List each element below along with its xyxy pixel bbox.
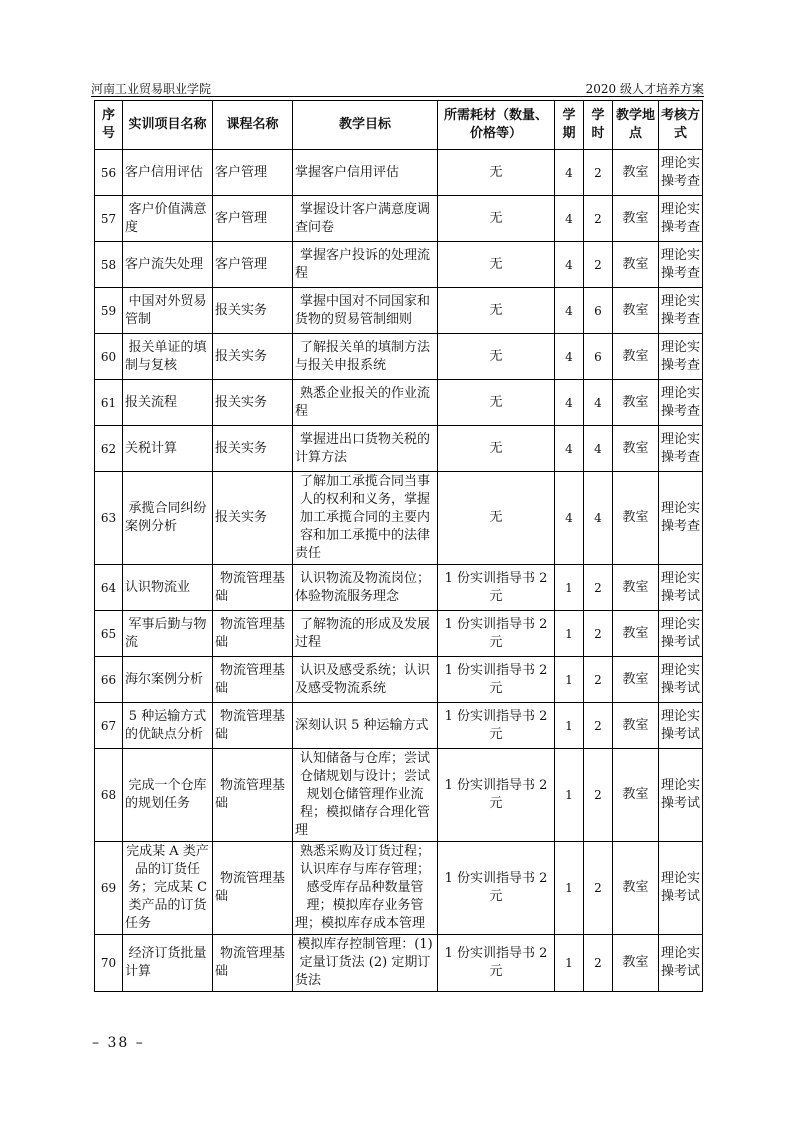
cell-materials: 无 — [438, 196, 555, 242]
cell-assessment: 理论实操考查 — [659, 334, 703, 380]
cell-location: 教室 — [613, 611, 659, 657]
cell-project: 经济订货批量计算 — [123, 935, 213, 992]
table-row — [95, 426, 703, 472]
col-header-materials: 所需耗材（数量、价格等） — [438, 101, 555, 150]
col-header-location: 教学地点 — [613, 101, 659, 150]
cell-location: 教室 — [613, 703, 659, 749]
cell-assessment: 理论实操考试 — [659, 611, 703, 657]
cell-term: 4 — [555, 196, 584, 242]
table-row — [95, 288, 703, 334]
table-row — [95, 749, 703, 842]
cell-assessment: 理论实操考查 — [659, 472, 703, 565]
col-header-goal: 教学目标 — [293, 101, 438, 150]
table-row — [95, 611, 703, 657]
cell-term: 4 — [555, 242, 584, 288]
cell-course: 报关实务 — [213, 380, 293, 426]
table-row — [95, 334, 703, 380]
cell-hours: 4 — [584, 426, 613, 472]
cell-project: 完成一个仓库的规划任务 — [123, 749, 213, 842]
cell-goal: 掌握客户投诉的处理流程 — [293, 242, 438, 288]
cell-no: 67 — [95, 703, 123, 749]
cell-term: 4 — [555, 288, 584, 334]
table-row — [95, 242, 703, 288]
cell-assessment: 理论实操考试 — [659, 703, 703, 749]
cell-materials: 无 — [438, 380, 555, 426]
col-header-no: 序号 — [95, 101, 123, 150]
cell-course: 报关实务 — [213, 334, 293, 380]
cell-project: 认识物流业 — [123, 565, 213, 611]
cell-goal: 熟悉采购及订货过程；认识库存与库存管理；感受库存品种数量管理；模拟库存业务管理；模拟库存成本管理 — [293, 842, 438, 935]
cell-location: 教室 — [613, 749, 659, 842]
cell-course: 客户管理 — [213, 196, 293, 242]
cell-materials: 1 份实训指导书 2 元 — [438, 611, 555, 657]
cell-course: 物流管理基础 — [213, 935, 293, 992]
cell-course: 报关实务 — [213, 426, 293, 472]
cell-goal: 认识及感受系统；认识及感受物流系统 — [293, 657, 438, 703]
cell-assessment: 理论实操考查 — [659, 288, 703, 334]
cell-project: 军事后勤与物流 — [123, 611, 213, 657]
cell-term: 1 — [555, 565, 584, 611]
cell-term: 4 — [555, 150, 584, 196]
cell-goal: 了解物流的形成及发展过程 — [293, 611, 438, 657]
cell-project: 客户信用评估 — [123, 150, 213, 196]
cell-assessment: 理论实操考查 — [659, 150, 703, 196]
cell-term: 1 — [555, 657, 584, 703]
cell-no: 63 — [95, 472, 123, 565]
cell-course: 物流管理基础 — [213, 703, 293, 749]
cell-term: 1 — [555, 749, 584, 842]
cell-goal: 了解报关单的填制方法与报关申报系统 — [293, 334, 438, 380]
cell-no: 69 — [95, 842, 123, 935]
cell-goal: 掌握设计客户满意度调查问卷 — [293, 196, 438, 242]
cell-no: 64 — [95, 565, 123, 611]
cell-project: 5 种运输方式的优缺点分析 — [123, 703, 213, 749]
cell-term: 1 — [555, 703, 584, 749]
cell-materials: 无 — [438, 472, 555, 565]
header-school-name: 河南工业贸易职业学院 — [91, 82, 212, 96]
cell-course: 客户管理 — [213, 242, 293, 288]
cell-location: 教室 — [613, 657, 659, 703]
cell-location: 教室 — [613, 196, 659, 242]
table-row — [95, 935, 703, 992]
cell-no: 56 — [95, 150, 123, 196]
cell-hours: 6 — [584, 288, 613, 334]
col-header-course: 课程名称 — [213, 101, 293, 150]
cell-assessment: 理论实操考查 — [659, 380, 703, 426]
cell-goal: 深刻认识 5 种运输方式 — [293, 703, 438, 749]
cell-location: 教室 — [613, 426, 659, 472]
cell-project: 完成某 A 类产品的订货任务；完成某 C 类产品的订货任务 — [123, 842, 213, 935]
cell-assessment: 理论实操考查 — [659, 426, 703, 472]
cell-term: 4 — [555, 334, 584, 380]
cell-location: 教室 — [613, 565, 659, 611]
cell-term: 1 — [555, 935, 584, 992]
cell-goal: 熟悉企业报关的作业流程 — [293, 380, 438, 426]
cell-hours: 4 — [584, 472, 613, 565]
cell-materials: 1 份实训指导书 2 元 — [438, 565, 555, 611]
cell-course: 报关实务 — [213, 288, 293, 334]
cell-materials: 无 — [438, 288, 555, 334]
table-header-row — [95, 101, 703, 150]
cell-hours: 4 — [584, 380, 613, 426]
cell-hours: 2 — [584, 611, 613, 657]
cell-no: 66 — [95, 657, 123, 703]
cell-goal: 模拟库存控制管理：(1) 定量订货法 (2) 定期订货法 — [293, 935, 438, 992]
cell-no: 61 — [95, 380, 123, 426]
cell-hours: 2 — [584, 703, 613, 749]
cell-materials: 1 份实训指导书 2 元 — [438, 842, 555, 935]
cell-materials: 1 份实训指导书 2 元 — [438, 935, 555, 992]
cell-location: 教室 — [613, 288, 659, 334]
cell-location: 教室 — [613, 150, 659, 196]
cell-materials: 无 — [438, 150, 555, 196]
cell-term: 4 — [555, 472, 584, 565]
cell-project: 报关流程 — [123, 380, 213, 426]
header-rule — [91, 96, 704, 97]
cell-course: 报关实务 — [213, 472, 293, 565]
cell-project: 报关单证的填制与复核 — [123, 334, 213, 380]
cell-no: 65 — [95, 611, 123, 657]
table-row — [95, 565, 703, 611]
cell-assessment: 理论实操考查 — [659, 196, 703, 242]
cell-assessment: 理论实操考查 — [659, 242, 703, 288]
cell-no: 60 — [95, 334, 123, 380]
cell-hours: 2 — [584, 749, 613, 842]
cell-materials: 无 — [438, 242, 555, 288]
cell-assessment: 理论实操考试 — [659, 749, 703, 842]
cell-term: 1 — [555, 842, 584, 935]
table-row — [95, 196, 703, 242]
cell-assessment: 理论实操考试 — [659, 842, 703, 935]
cell-no: 70 — [95, 935, 123, 992]
cell-hours: 2 — [584, 150, 613, 196]
cell-hours: 2 — [584, 657, 613, 703]
table-row — [95, 842, 703, 935]
col-header-assessment: 考核方式 — [659, 101, 703, 150]
cell-materials: 1 份实训指导书 2 元 — [438, 703, 555, 749]
page-header — [91, 80, 704, 96]
cell-no: 68 — [95, 749, 123, 842]
cell-hours: 6 — [584, 334, 613, 380]
cell-goal: 认识物流及物流岗位；体验物流服务理念 — [293, 565, 438, 611]
cell-hours: 2 — [584, 935, 613, 992]
cell-goal: 掌握客户信用评估 — [293, 150, 438, 196]
training-table — [94, 100, 703, 992]
cell-project: 中国对外贸易管制 — [123, 288, 213, 334]
cell-course: 物流管理基础 — [213, 749, 293, 842]
cell-project: 客户价值满意度 — [123, 196, 213, 242]
cell-location: 教室 — [613, 842, 659, 935]
cell-term: 1 — [555, 611, 584, 657]
cell-goal: 掌握进出口货物关税的计算方法 — [293, 426, 438, 472]
cell-hours: 2 — [584, 565, 613, 611]
cell-course: 物流管理基础 — [213, 611, 293, 657]
cell-term: 4 — [555, 426, 584, 472]
cell-project: 客户流失处理 — [123, 242, 213, 288]
cell-goal: 了解加工承揽合同当事人的权利和义务，掌握加工承揽合同的主要内容和加工承揽中的法律责任 — [293, 472, 438, 565]
cell-project: 承揽合同纠纷案例分析 — [123, 472, 213, 565]
cell-hours: 2 — [584, 242, 613, 288]
cell-materials: 1 份实训指导书 2 元 — [438, 749, 555, 842]
cell-course: 客户管理 — [213, 150, 293, 196]
cell-assessment: 理论实操考试 — [659, 565, 703, 611]
cell-hours: 2 — [584, 842, 613, 935]
table-body — [95, 150, 703, 992]
cell-location: 教室 — [613, 472, 659, 565]
cell-project: 关税计算 — [123, 426, 213, 472]
cell-goal: 认知储备与仓库；尝试仓储规划与设计；尝试规划仓储管理作业流程；模拟储存合理化管理 — [293, 749, 438, 842]
page-number: – 38 – — [92, 1035, 145, 1051]
cell-hours: 2 — [584, 196, 613, 242]
cell-assessment: 理论实操考试 — [659, 935, 703, 992]
cell-no: 62 — [95, 426, 123, 472]
cell-term: 4 — [555, 380, 584, 426]
cell-no: 57 — [95, 196, 123, 242]
cell-no: 58 — [95, 242, 123, 288]
cell-location: 教室 — [613, 380, 659, 426]
cell-location: 教室 — [613, 334, 659, 380]
col-header-project: 实训项目名称 — [123, 101, 213, 150]
header-doc-title: 2020 级人才培养方案 — [585, 82, 704, 96]
table-row — [95, 703, 703, 749]
cell-goal: 掌握中国对不同国家和货物的贸易管制细则 — [293, 288, 438, 334]
col-header-hours: 学时 — [584, 101, 613, 150]
cell-assessment: 理论实操考试 — [659, 657, 703, 703]
cell-course: 物流管理基础 — [213, 842, 293, 935]
cell-location: 教室 — [613, 935, 659, 992]
cell-course: 物流管理基础 — [213, 657, 293, 703]
cell-materials: 无 — [438, 334, 555, 380]
table-row — [95, 150, 703, 196]
table-row — [95, 472, 703, 565]
table-row — [95, 657, 703, 703]
cell-project: 海尔案例分析 — [123, 657, 213, 703]
cell-location: 教室 — [613, 242, 659, 288]
table-row — [95, 380, 703, 426]
col-header-term: 学期 — [555, 101, 584, 150]
cell-materials: 无 — [438, 426, 555, 472]
cell-materials: 1 份实训指导书 2 元 — [438, 657, 555, 703]
cell-no: 59 — [95, 288, 123, 334]
cell-course: 物流管理基础 — [213, 565, 293, 611]
